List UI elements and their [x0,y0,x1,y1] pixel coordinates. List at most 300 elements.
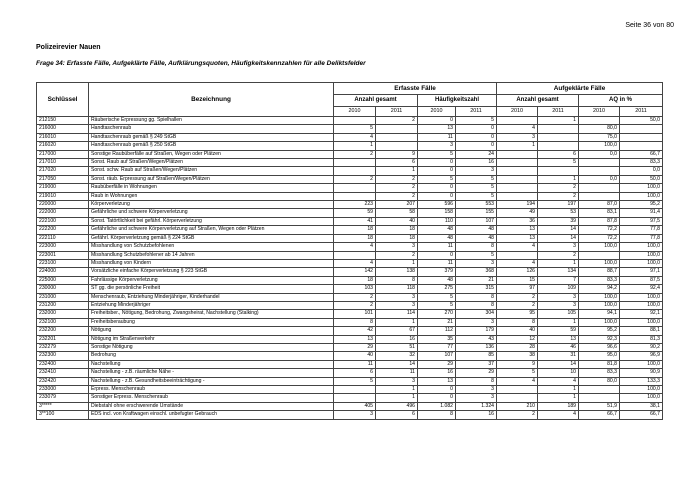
cell-frequency-2011: 179 [456,327,497,335]
cell-solved-2011: 14 [538,360,579,368]
cell-description: Diebstahl ohne erschwerende Umstände [89,402,334,410]
table-row [37,377,663,385]
cell-rate-2010: 95,0 [579,352,620,360]
cell-rate-2010 [579,167,620,175]
cell-solved-2011 [538,167,579,175]
cell-rate-2011 [620,125,663,133]
cell-rate-2011: 77,8 [620,226,663,234]
cell-key: 232400 [37,360,89,368]
cell-frequency-2011: 8 [456,243,497,251]
cell-rate-2010 [579,394,620,402]
cell-solved-2010 [497,117,538,125]
cell-frequency-2011: 5 [456,175,497,183]
cell-description: Nachstellung [89,360,334,368]
cell-recorded-2010: 4 [334,259,376,267]
cell-frequency-2010: 11 [418,243,456,251]
cell-recorded-2011: 16 [376,335,418,343]
cell-frequency-2011: 0 [456,125,497,133]
cell-description: Misshandlung von Schutzbefohlenen [89,243,334,251]
cell-key: 212150 [37,117,89,125]
cell-rate-2010: 81,8 [579,360,620,368]
header-recorded-cases: Erfasste Fälle [334,83,497,95]
cell-key: 233000 [37,386,89,394]
cell-key: 3**100 [37,411,89,419]
cell-frequency-2010: 107 [418,352,456,360]
table-row [37,327,663,335]
cell-recorded-2010: 5 [334,377,376,385]
cell-description: Freiheitsber., Nötigung, Bedrohung, Zwangsheirat, Nachstellung (Stalking) [89,310,334,318]
cell-recorded-2010: 405 [334,402,376,410]
cell-frequency-2010: 596 [418,201,456,209]
cell-description: Sonstiger Erpress. Menschenraub [89,394,334,402]
cell-recorded-2011: 1 [376,394,418,402]
cell-key: 219000 [37,184,89,192]
table-row [37,159,663,167]
cell-recorded-2011: 118 [376,285,418,293]
cell-rate-2011: 38,1 [620,402,663,410]
cell-key: 232100 [37,318,89,326]
cell-frequency-2010: 5 [418,293,456,301]
cell-solved-2010: 28 [497,343,538,351]
cell-description: Handtaschenraub gemäß § 249 StGB [89,133,334,141]
cell-solved-2011: 197 [538,201,579,209]
cell-description: Körperverletzung [89,201,334,209]
cell-recorded-2010: 40 [334,352,376,360]
cell-recorded-2011: 1 [376,386,418,394]
cell-frequency-2010: 16 [418,369,456,377]
cell-solved-2010: 13 [497,226,538,234]
cell-frequency-2010: 77 [418,343,456,351]
cell-key: 3***** [37,402,89,410]
cell-key: 217010 [37,159,89,167]
cell-solved-2011: 31 [538,352,579,360]
cell-frequency-2011: 0 [456,142,497,150]
cell-description: Erpress. Menschenraub [89,386,334,394]
cell-frequency-2011: 37 [456,360,497,368]
cell-recorded-2010 [334,251,376,259]
cell-solved-2011: 10 [538,369,579,377]
cell-rate-2011: 77,8 [620,234,663,242]
cell-recorded-2011: 3 [376,301,418,309]
cell-recorded-2010: 18 [334,276,376,284]
table-row [37,293,663,301]
cell-frequency-2011: 3 [456,394,497,402]
table-row [37,226,663,234]
cell-frequency-2010: 29 [418,360,456,368]
table-row [37,217,663,225]
header-count-total: Anzahl gesamt [334,95,418,107]
cell-frequency-2011: 21 [456,276,497,284]
table-row [37,394,663,402]
cell-frequency-2010: 0 [418,159,456,167]
table-row [37,259,663,267]
cell-frequency-2011: 315 [456,285,497,293]
table-row [37,386,663,394]
cell-solved-2010 [497,175,538,183]
cell-solved-2010 [497,192,538,200]
cell-frequency-2011: 85 [456,352,497,360]
cell-rate-2010: 100,0 [579,293,620,301]
table-row [37,117,663,125]
cell-rate-2010 [579,192,620,200]
cell-description: Entziehung Minderjähriger [89,301,334,309]
cell-frequency-2010: 5 [418,301,456,309]
cell-recorded-2011: 51 [376,343,418,351]
cell-frequency-2010: 379 [418,268,456,276]
cell-frequency-2011: 29 [456,369,497,377]
cell-frequency-2010: 3 [418,142,456,150]
cell-recorded-2010: 103 [334,285,376,293]
cell-rate-2011: 100,0 [620,386,663,394]
cell-description: Räuberische Erpressung gg. Spielhallen [89,117,334,125]
cell-frequency-2010: 21 [418,318,456,326]
cell-frequency-2011: 5 [456,192,497,200]
table-row [37,167,663,175]
cell-solved-2011: 7 [538,276,579,284]
cell-rate-2010: 96,6 [579,343,620,351]
cell-rate-2011: 96,9 [620,352,663,360]
cell-frequency-2011: 3 [456,259,497,267]
cell-solved-2011: 2 [538,184,579,192]
cell-recorded-2010: 29 [334,343,376,351]
cell-recorded-2010: 18 [334,234,376,242]
cell-description: Sonstige Raubüberfälle auf Straßen, Wegen oder Plätzen [89,150,334,158]
cell-solved-2010 [497,159,538,167]
cell-key: 217020 [37,167,89,175]
cell-solved-2011: 2 [538,251,579,259]
cell-rate-2010: 83,3 [579,369,620,377]
cell-key: 231000 [37,293,89,301]
cell-solved-2011: 3 [538,301,579,309]
cell-rate-2011 [620,142,663,150]
cell-description: Misshandlung von Kindern [89,259,334,267]
cell-rate-2011: 90,2 [620,343,663,351]
cell-rate-2010: 100,0 [579,301,620,309]
cell-recorded-2011 [376,125,418,133]
cell-description: Raubüberfälle in Wohnungen [89,184,334,192]
cell-recorded-2011 [376,142,418,150]
cell-recorded-2011: 9 [376,150,418,158]
cell-description: Nötigung im Straßenverkehr [89,335,334,343]
cell-rate-2010 [579,386,620,394]
cell-rate-2011: 50,0 [620,117,663,125]
cell-frequency-2010: 13 [418,377,456,385]
cell-frequency-2010: 11 [418,133,456,141]
cell-solved-2011: 3 [538,243,579,251]
cell-description: Handtaschenraub [89,125,334,133]
cell-recorded-2010: 5 [334,125,376,133]
table-row [37,318,663,326]
cell-rate-2011: 100,0 [620,251,663,259]
cell-frequency-2011: 0 [456,133,497,141]
cell-solved-2010 [497,386,538,394]
cell-solved-2011: 109 [538,285,579,293]
cell-solved-2010: 194 [497,201,538,209]
cell-recorded-2011: 8 [376,276,418,284]
cell-key: 216000 [37,125,89,133]
cell-description: Nachstellung - z.B. räumliche Nähe - [89,369,334,377]
cell-key: 232410 [37,369,89,377]
cell-description: Gefährl. Körperverletzung gemäß § 224 StGB [89,234,334,242]
cell-rate-2010: 80,0 [579,377,620,385]
cell-key: 232279 [37,343,89,351]
cell-key: 222200 [37,226,89,234]
cell-frequency-2011: 5 [456,184,497,192]
cell-frequency-2010: 8 [418,411,456,419]
cell-solved-2011: 1 [538,394,579,402]
cell-key: 230000 [37,285,89,293]
cell-rate-2010: 66,7 [579,411,620,419]
cell-solved-2010: 2 [497,301,538,309]
cell-recorded-2010: 101 [334,310,376,318]
cell-frequency-2010: 48 [418,234,456,242]
cell-key: 232200 [37,327,89,335]
cell-frequency-2011: 1.324 [456,402,497,410]
cell-recorded-2010: 13 [334,335,376,343]
cell-rate-2010: 0,0 [579,175,620,183]
cell-rate-2011: 90,9 [620,369,663,377]
header-year: 2010 [334,107,376,117]
cell-rate-2010: 94,2 [579,285,620,293]
cell-description: Menschenraub, Entziehung Minderjähriger, Kinderhandel [89,293,334,301]
cell-solved-2011: 53 [538,209,579,217]
cell-frequency-2011: 8 [456,377,497,385]
cell-solved-2010: 95 [497,310,538,318]
header-year: 2011 [620,107,663,117]
cell-recorded-2010: 18 [334,226,376,234]
table-row [37,125,663,133]
table-row [37,133,663,141]
cell-rate-2011: 100,0 [620,394,663,402]
cell-key: 220000 [37,201,89,209]
cell-recorded-2010: 41 [334,217,376,225]
table-row [37,201,663,209]
table-row [37,268,663,276]
cell-rate-2011: 91,4 [620,209,663,217]
table-row [37,243,663,251]
cell-solved-2011: 14 [538,234,579,242]
cell-key: 217050 [37,175,89,183]
cell-recorded-2010: 2 [334,301,376,309]
cell-recorded-2011: 1 [376,318,418,326]
cell-rate-2010: 100,0 [579,243,620,251]
cell-rate-2010: 83,3 [579,276,620,284]
cell-rate-2011: 92,4 [620,285,663,293]
cell-key: 231200 [37,301,89,309]
header-solved-cases: Aufgeklärte Fälle [497,83,663,95]
cell-description: Sonst. räub. Erpressung auf Straßen/Wegen/Plätzen [89,175,334,183]
cell-recorded-2010 [334,386,376,394]
cell-rate-2011 [620,133,663,141]
cell-frequency-2011: 3 [456,167,497,175]
table-row [37,234,663,242]
cell-recorded-2010: 42 [334,327,376,335]
header-year: 2011 [456,107,497,117]
table-row [37,175,663,183]
cell-recorded-2011: 32 [376,352,418,360]
cell-frequency-2010: 48 [418,276,456,284]
cell-rate-2011: 83,3 [620,159,663,167]
cell-recorded-2010 [334,394,376,402]
cell-recorded-2011: 1 [376,167,418,175]
cell-rate-2010: 87,0 [579,201,620,209]
cell-recorded-2011: 6 [376,411,418,419]
cell-key: 222110 [37,234,89,242]
cell-solved-2010: 126 [497,268,538,276]
table-body [37,117,663,420]
header-year: 2011 [538,107,579,117]
cell-description: Sonst. Tatörtlichkeit bei gefährl. Körperverletzung [89,217,334,225]
header-solved-total: Anzahl gesamt [497,95,579,107]
cell-solved-2010: 4 [497,377,538,385]
cell-solved-2010: 15 [497,276,538,284]
cell-recorded-2011: 58 [376,209,418,217]
cell-rate-2011: 100,0 [620,318,663,326]
header-year: 2010 [497,107,538,117]
cell-frequency-2010: 35 [418,335,456,343]
cell-rate-2011: 88,1 [620,327,663,335]
cell-rate-2011: 92,1 [620,310,663,318]
table-row [37,285,663,293]
cell-recorded-2010: 4 [334,133,376,141]
cell-rate-2011: 50,0 [620,175,663,183]
cell-key: 224000 [37,268,89,276]
cell-frequency-2010: 0 [418,394,456,402]
cell-frequency-2010: 5 [418,175,456,183]
cell-rate-2010: 100,0 [579,318,620,326]
cell-description: Nötigung [89,327,334,335]
cell-recorded-2011: 114 [376,310,418,318]
cell-frequency-2011: 8 [456,293,497,301]
table-row [37,360,663,368]
cell-solved-2010: 38 [497,352,538,360]
cell-recorded-2011 [376,133,418,141]
cell-rate-2011: 100,0 [620,192,663,200]
cell-frequency-2011: 304 [456,310,497,318]
cell-recorded-2011: 3 [376,243,418,251]
cell-frequency-2010: 13 [418,125,456,133]
cell-frequency-2010: 0 [418,184,456,192]
cell-solved-2010: 210 [497,402,538,410]
cell-rate-2010: 72,2 [579,234,620,242]
cell-solved-2011: 2 [538,192,579,200]
cell-recorded-2011: 496 [376,402,418,410]
cell-frequency-2011: 8 [456,301,497,309]
cell-recorded-2011: 6 [376,159,418,167]
cell-frequency-2011: 107 [456,217,497,225]
cell-recorded-2010: 6 [334,369,376,377]
cell-solved-2011: 1 [538,175,579,183]
cell-description: EDS incl. von Kraftwagen einschl. unbefugter Gebrauch [89,411,334,419]
table-row [37,402,663,410]
cell-description: Sonstige Nötigung [89,343,334,351]
table-row [37,301,663,309]
cell-solved-2011: 105 [538,310,579,318]
table-row [37,142,663,150]
cell-rate-2010: 80,0 [579,125,620,133]
cell-frequency-2011: 3 [456,386,497,394]
cell-solved-2011: 1 [538,386,579,394]
cell-rate-2011: 100,0 [620,243,663,251]
cell-solved-2011 [538,133,579,141]
cell-description: Nachstellung - z.B. Gesundheitsbeeinträchtigung - [89,377,334,385]
cell-recorded-2010: 8 [334,318,376,326]
cell-frequency-2011: 43 [456,335,497,343]
cell-recorded-2011: 2 [376,117,418,125]
cell-recorded-2011: 138 [376,268,418,276]
cell-solved-2010: 3 [497,133,538,141]
cell-frequency-2010: 0 [418,251,456,259]
cell-solved-2010 [497,394,538,402]
statistics-table [36,82,663,420]
page-title: Polizeirevier Nauen [36,44,101,51]
cell-rate-2010: 75,0 [579,133,620,141]
cell-solved-2010: 9 [497,360,538,368]
cell-recorded-2011: 67 [376,327,418,335]
cell-recorded-2011: 1 [376,259,418,267]
header-frequency: Häufigkeitszahl [418,95,497,107]
cell-rate-2011: 66,7 [620,150,663,158]
cell-rate-2011: 95,2 [620,201,663,209]
cell-rate-2011: 97,5 [620,217,663,225]
cell-solved-2011: 4 [538,377,579,385]
table-header [37,83,663,117]
cell-frequency-2011: 48 [456,234,497,242]
cell-rate-2010: 92,3 [579,335,620,343]
cell-rate-2010: 87,8 [579,217,620,225]
cell-rate-2011: 97,1 [620,268,663,276]
table-row [37,150,663,158]
cell-recorded-2011: 40 [376,217,418,225]
table-row [37,310,663,318]
cell-recorded-2010 [334,159,376,167]
cell-frequency-2010: 1.082 [418,402,456,410]
cell-rate-2010 [579,184,620,192]
cell-solved-2010: 97 [497,285,538,293]
cell-solved-2010: 1 [497,142,538,150]
table-row [37,369,663,377]
header-clearance-rate: AQ in % [579,95,663,107]
cell-frequency-2011: 368 [456,268,497,276]
cell-key: 232201 [37,335,89,343]
header-description: Bezeichnung [89,83,334,117]
cell-recorded-2010 [334,184,376,192]
cell-rate-2011: 0,0 [620,167,663,175]
cell-rate-2010: 88,7 [579,268,620,276]
cell-key: 217000 [37,150,89,158]
cell-rate-2011: 100,0 [620,293,663,301]
cell-solved-2011: 13 [538,335,579,343]
table-row [37,192,663,200]
page-number: Seite 36 von 80 [625,22,674,29]
cell-frequency-2011: 16 [456,411,497,419]
cell-description: Fahrlässige Körperverletzung [89,276,334,284]
cell-key: 233079 [37,394,89,402]
page-subtitle: Frage 34: Erfasste Fälle, Aufgeklärte Fälle, Aufklärungsquoten, Häufigkeitskennzahlen für alle Deliktsfelder [36,60,366,67]
cell-frequency-2011: 136 [456,343,497,351]
cell-solved-2011: 1 [538,259,579,267]
cell-recorded-2011: 3 [376,377,418,385]
cell-description: Raub in Wohnungen [89,192,334,200]
cell-description: Freiheitsberaubung [89,318,334,326]
cell-key: 232000 [37,310,89,318]
table-row [37,251,663,259]
cell-rate-2010 [579,117,620,125]
cell-solved-2010: 49 [497,209,538,217]
cell-rate-2010: 51,9 [579,402,620,410]
cell-key: 222000 [37,209,89,217]
cell-solved-2010: 5 [497,369,538,377]
